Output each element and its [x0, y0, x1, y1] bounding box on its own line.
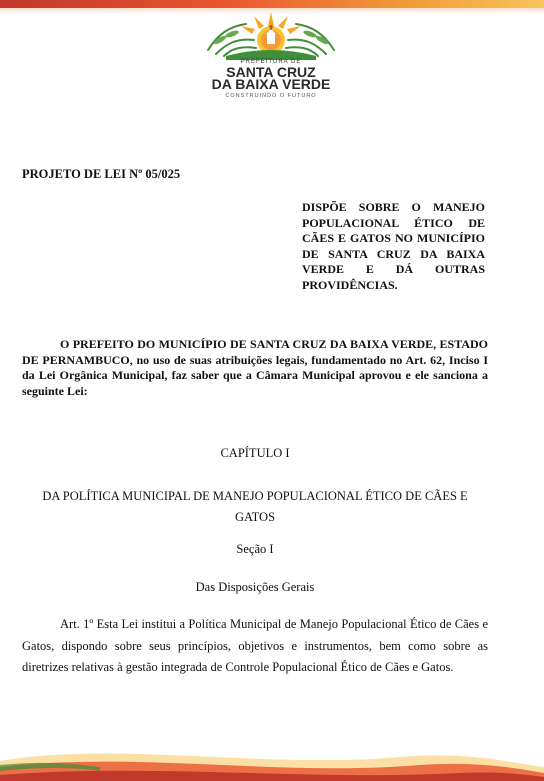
- bottom-decorative-waves: [0, 721, 544, 781]
- bill-number: PROJETO DE LEI Nº 05/025: [22, 167, 181, 181]
- section-heading: Seção I: [236, 542, 274, 556]
- logo-name: [196, 66, 346, 90]
- sun-sugarcane-church-logo-icon: [196, 4, 346, 60]
- municipal-logo: [196, 4, 346, 104]
- preamble-paragraph: O PREFEITO DO MUNICÍPIO DE SANTA CRUZ DA BAIXA VERDE, ESTADO DE PERNAMBUCO, no uso de suas atribuições legais, fundamentado no Art. 62, Inciso I da Lei Orgânica Municipal, faz saber que a Câmara Municipal aprovou e ele sanciona a seguinte Lei:: [22, 337, 488, 398]
- logo-slogan: CONSTRUINDO O FUTURO: [225, 93, 317, 99]
- bill-summary: DISPÕE SOBRE O MANEJO POPULACIONAL ÉTICO DE CÃES E GATOS NO MUNICÍPIO DE SANTA CRUZ DA BAIXA VERDE E DÁ OUTRAS PROVIDÊNCIAS.: [302, 200, 485, 292]
- logo-name-line-2: DA BAIXA VERDE: [211, 76, 331, 92]
- logo-name-line-1: SANTA CRUZ: [226, 64, 316, 80]
- logo-prefix: PREFEITURA DE: [240, 59, 302, 65]
- chapter-heading: CAPÍTULO I: [220, 446, 290, 460]
- chapter-title: DA POLÍTICA MUNICIPAL DE MANEJO POPULACIONAL ÉTICO DE CÃES E GATOS: [42, 489, 468, 524]
- article-1-paragraph: Art. 1º Esta Lei institui a Política Municipal de Manejo Populacional Ético de Cães e Gatos, dispondo sobre seus princípios, objetivos e instrumentos, bem como sobre as diretrizes relativas à gestão integrada de Controle Populacional Ético de Cães e Gatos.: [22, 617, 488, 674]
- section-title: Das Disposições Gerais: [195, 580, 315, 594]
